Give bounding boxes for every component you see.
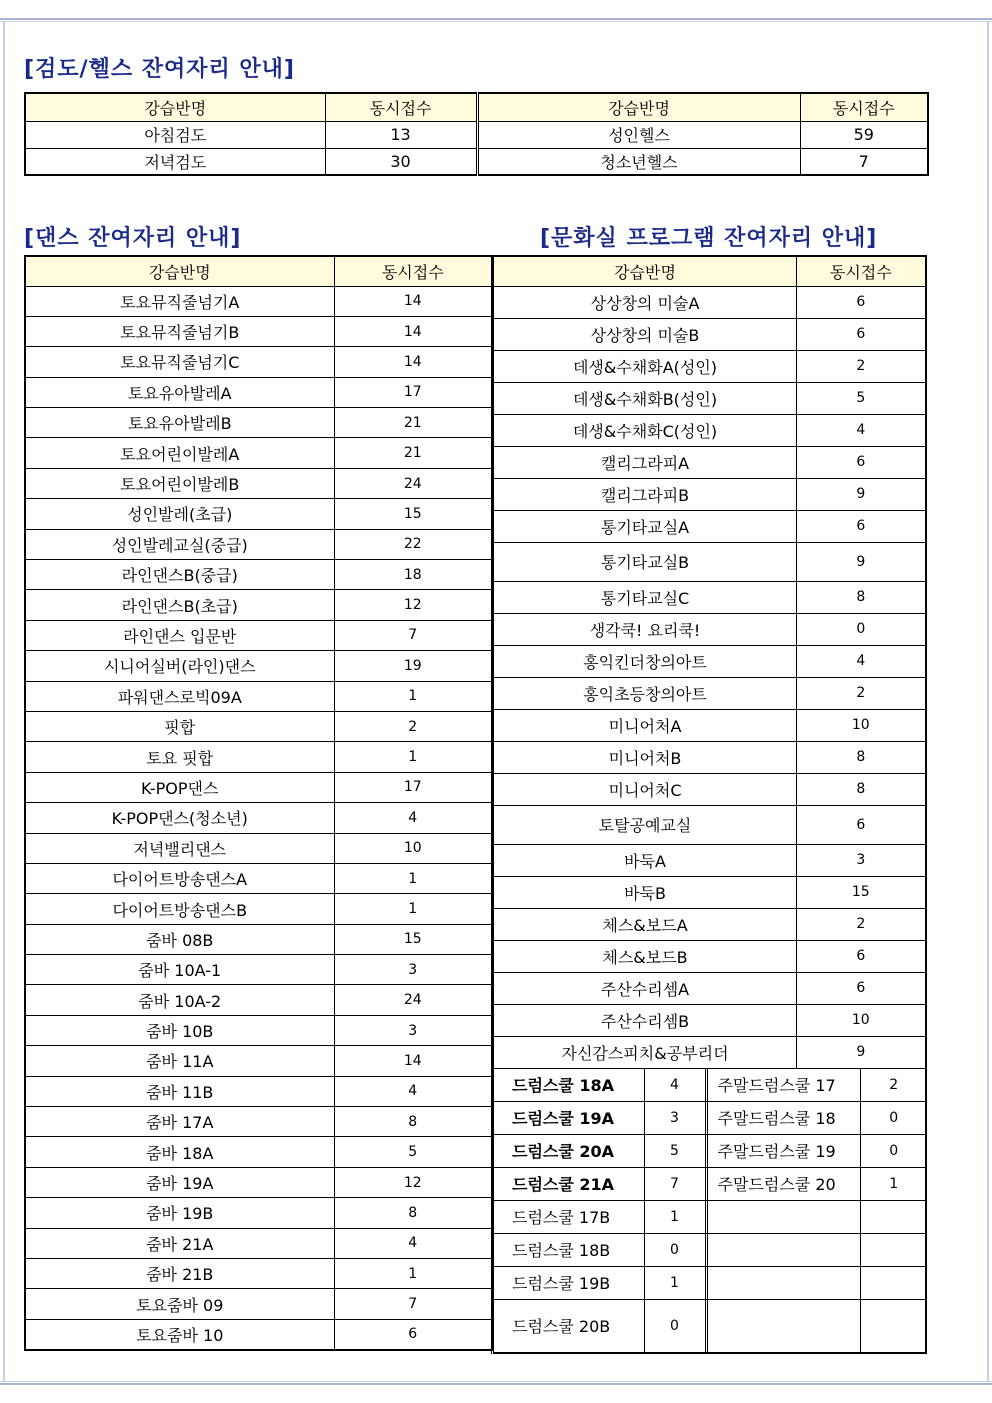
weekend-drum-seat-count: [860, 1201, 926, 1233]
seat-count: 6: [797, 286, 926, 318]
class-name: 통기타교실A: [493, 510, 797, 542]
table-header-row: [25, 256, 492, 286]
class-name: 토요뮤직줄넘기B: [25, 316, 334, 346]
seat-count: 10: [334, 833, 492, 863]
culture-table: [491, 255, 927, 1354]
header-class-name: 강습반명: [25, 93, 325, 121]
seat-count: 6: [797, 510, 926, 542]
seat-count: 17: [334, 772, 492, 802]
seat-count: 6: [797, 805, 926, 844]
seat-count: 22: [334, 529, 492, 559]
table-row: [25, 148, 928, 175]
drum-row-cell: [493, 1167, 926, 1200]
table-row: [493, 645, 926, 677]
class-name: 토요어린이발레B: [25, 468, 334, 498]
table-row: [25, 772, 492, 802]
drum-row-cell: [493, 1266, 926, 1299]
seat-count: 18: [334, 560, 492, 590]
table-row: [493, 844, 926, 876]
weekend-drum-class-name: 주말드럼스쿨 18: [706, 1102, 860, 1134]
table-row: [25, 1319, 492, 1349]
table-row: [25, 711, 492, 741]
seat-count: 1: [334, 894, 492, 924]
table-row: [25, 438, 492, 468]
seat-count: 19: [334, 651, 492, 681]
weekend-drum-class-name: 주말드럼스쿨 20: [706, 1168, 860, 1200]
drum-seat-count: 4: [644, 1069, 706, 1101]
drum-inner-row: [494, 1267, 926, 1299]
table-row: [25, 833, 492, 863]
drum-inner-table: [494, 1102, 926, 1134]
seat-count: 24: [334, 985, 492, 1015]
drum-seat-count: 1: [644, 1267, 706, 1299]
drum-inner-table: [494, 1168, 926, 1200]
weekend-drum-class-name: [706, 1234, 860, 1266]
drum-class-name: 드럼스쿨 17B: [494, 1201, 644, 1233]
class-name: 미니어처B: [493, 741, 797, 773]
seat-count: 8: [797, 773, 926, 805]
drum-row: [493, 1299, 926, 1353]
class-name: 토탈공예교실: [493, 805, 797, 844]
seat-count: 17: [334, 377, 492, 407]
class-name: 홍익초등창의아트: [493, 677, 797, 709]
seat-count: 9: [797, 1036, 926, 1068]
kendo-health-title: [검도/헬스 잔여자리 안내]: [24, 57, 295, 82]
class-name: 라인댄스B(중급): [25, 560, 334, 590]
table-row: [493, 773, 926, 805]
drum-seat-count: 0: [644, 1300, 706, 1352]
seat-count: 12: [334, 590, 492, 620]
seat-count: 2: [797, 677, 926, 709]
seat-count: 14: [334, 316, 492, 346]
drum-class-name: 드럼스쿨 21A: [494, 1168, 644, 1200]
class-name: 바둑B: [493, 876, 797, 908]
table-header-row: [25, 93, 928, 121]
seat-count: 14: [334, 1046, 492, 1076]
table-header-row: [493, 256, 926, 286]
class-name: 줌바 17A: [25, 1107, 334, 1137]
seat-count: 7: [334, 620, 492, 650]
drum-row-cell: [493, 1200, 926, 1233]
table-row: [25, 924, 492, 954]
page-border-bottom: [0, 1381, 992, 1385]
seat-count: 4: [334, 803, 492, 833]
table-row: [493, 613, 926, 645]
class-name: 줌바 18A: [25, 1137, 334, 1167]
seat-count: 2: [334, 711, 492, 741]
class-name: 토요유아발레B: [25, 408, 334, 438]
table-row: [493, 510, 926, 542]
drum-seat-count: 7: [644, 1168, 706, 1200]
table-row: [25, 499, 492, 529]
seat-count: 6: [797, 318, 926, 350]
header-class-name: 강습반명: [25, 256, 334, 286]
class-name: 줌바 08B: [25, 924, 334, 954]
class-name: 아침검도: [25, 121, 325, 148]
table-row: [493, 581, 926, 613]
class-name: 토요줌바 09: [25, 1289, 334, 1319]
seat-count: 3: [797, 844, 926, 876]
class-name: 토요유아발레A: [25, 377, 334, 407]
kendo-health-table: [24, 92, 929, 176]
table-row: [25, 955, 492, 985]
class-name: 줌바 21B: [25, 1259, 334, 1289]
class-name: 핏합: [25, 711, 334, 741]
table-row: [493, 972, 926, 1004]
table-row: [493, 709, 926, 741]
seat-count: 13: [325, 121, 477, 148]
weekend-drum-seat-count: [860, 1300, 926, 1352]
seat-count: 6: [797, 972, 926, 1004]
seat-count: 6: [334, 1319, 492, 1349]
class-name: 성인발레교실(중급): [25, 529, 334, 559]
table-row: [493, 350, 926, 382]
class-name: 성인발레(초급): [25, 499, 334, 529]
weekend-drum-class-name: 주말드럼스쿨 19: [706, 1135, 860, 1167]
class-name: 미니어처C: [493, 773, 797, 805]
class-name: 줌바 10A-2: [25, 985, 334, 1015]
drum-class-name: 드럼스쿨 20A: [494, 1135, 644, 1167]
class-name: 주산수리셈A: [493, 972, 797, 1004]
weekend-drum-seat-count: [860, 1234, 926, 1266]
table-row: [25, 803, 492, 833]
drum-seat-count: 3: [644, 1102, 706, 1134]
table-row: [493, 677, 926, 709]
class-name: 통기타교실C: [493, 581, 797, 613]
seat-count: 12: [334, 1167, 492, 1197]
table-row: [25, 1228, 492, 1258]
drum-inner-table: [494, 1201, 926, 1233]
table-row: [493, 741, 926, 773]
drum-inner-row: [494, 1168, 926, 1200]
drum-inner-table: [494, 1069, 926, 1101]
seat-count: 1: [334, 681, 492, 711]
seat-count: 8: [797, 581, 926, 613]
weekend-drum-class-name: 주말드럼스쿨 17: [706, 1069, 860, 1101]
class-name: 청소년헬스: [477, 148, 800, 175]
drum-class-name: 드럼스쿨 20B: [494, 1300, 644, 1352]
table-row: [25, 1046, 492, 1076]
table-row: [493, 478, 926, 510]
drum-row: [493, 1233, 926, 1266]
drum-row: [493, 1200, 926, 1233]
header-count: 동시접수: [334, 256, 492, 286]
seat-count: 30: [325, 148, 477, 175]
class-name: 홍익킨더창의아트: [493, 645, 797, 677]
table-row: [25, 681, 492, 711]
class-name: 줌바 19B: [25, 1198, 334, 1228]
drum-class-name: 드럼스쿨 18B: [494, 1234, 644, 1266]
class-name: 다이어트방송댄스B: [25, 894, 334, 924]
seat-count: 14: [334, 286, 492, 316]
class-name: 데생&수채화A(성인): [493, 350, 797, 382]
class-name: 바둑A: [493, 844, 797, 876]
drum-inner-row: [494, 1201, 926, 1233]
class-name: 줌바 10A-1: [25, 955, 334, 985]
class-name: 줌바 19A: [25, 1167, 334, 1197]
weekend-drum-class-name: [706, 1300, 860, 1352]
class-name: 성인헬스: [477, 121, 800, 148]
table-row: [493, 1036, 926, 1068]
seat-count: 9: [797, 478, 926, 510]
weekend-drum-class-name: [706, 1267, 860, 1299]
table-row: [25, 620, 492, 650]
table-row: [25, 1289, 492, 1319]
seat-count: 7: [334, 1289, 492, 1319]
drum-row-cell: [493, 1233, 926, 1266]
page-border-left: [3, 22, 5, 1381]
seat-count: 21: [334, 438, 492, 468]
seat-count: 3: [334, 955, 492, 985]
seat-count: 15: [334, 499, 492, 529]
seat-count: 3: [334, 1015, 492, 1045]
seat-count: 24: [334, 468, 492, 498]
seat-count: 15: [797, 876, 926, 908]
drum-row: [493, 1266, 926, 1299]
seat-count: 8: [334, 1107, 492, 1137]
table-row: [25, 316, 492, 346]
seat-count: 21: [334, 408, 492, 438]
class-name: 데생&수채화C(성인): [493, 414, 797, 446]
table-row: [493, 542, 926, 581]
class-name: K-POP댄스: [25, 772, 334, 802]
dance-table: [24, 255, 493, 1351]
table-row: [25, 286, 492, 316]
drum-class-name: 드럼스쿨 19A: [494, 1102, 644, 1134]
drum-row-cell: [493, 1101, 926, 1134]
drum-inner-row: [494, 1300, 926, 1352]
seat-count: 2: [797, 908, 926, 940]
weekend-drum-seat-count: 2: [889, 1076, 899, 1093]
class-name: 체스&보드A: [493, 908, 797, 940]
drum-inner-row: [494, 1069, 926, 1101]
drum-inner-table: [494, 1234, 926, 1266]
class-name: 자신감스피치&공부리더: [493, 1036, 797, 1068]
seat-count: 6: [797, 940, 926, 972]
table-row: [25, 529, 492, 559]
table-row: [25, 121, 928, 148]
seat-count: 1: [334, 1259, 492, 1289]
table-row: [493, 805, 926, 844]
table-row: [25, 894, 492, 924]
dance-title: [댄스 잔여자리 안내]: [24, 226, 242, 251]
drum-inner-table: [494, 1267, 926, 1299]
page-border-right: [987, 22, 989, 1381]
seat-count: 8: [334, 1198, 492, 1228]
weekend-drum-seat-count: [860, 1267, 926, 1299]
table-row: [25, 1137, 492, 1167]
seat-count: 1: [334, 863, 492, 893]
class-name: 저녁검도: [25, 148, 325, 175]
weekend-drum-seat-count: 0: [889, 1142, 899, 1159]
class-name: 체스&보드B: [493, 940, 797, 972]
header-count: 동시접수: [325, 93, 477, 121]
table-row: [25, 408, 492, 438]
drum-row: [493, 1167, 926, 1200]
class-name: 시니어실버(라인)댄스: [25, 651, 334, 681]
seat-count: 4: [797, 414, 926, 446]
table-row: [25, 1107, 492, 1137]
drum-inner-table: [494, 1300, 926, 1352]
header-class-name: 강습반명: [493, 256, 797, 286]
table-row: [493, 286, 926, 318]
header-class-name: 강습반명: [477, 93, 800, 121]
table-row: [493, 318, 926, 350]
weekend-drum-seat-count: 1: [889, 1175, 899, 1192]
class-name: 줌바 11A: [25, 1046, 334, 1076]
class-name: 파워댄스로빅09A: [25, 681, 334, 711]
table-row: [25, 651, 492, 681]
table-row: [25, 1259, 492, 1289]
class-name: K-POP댄스(청소년): [25, 803, 334, 833]
table-row: [493, 414, 926, 446]
table-row: [25, 590, 492, 620]
seat-count: 5: [797, 382, 926, 414]
class-name: 줌바 21A: [25, 1228, 334, 1258]
drum-row-cell: [493, 1299, 926, 1353]
class-name: 토요어린이발레A: [25, 438, 334, 468]
class-name: 생각쿡! 요리쿡!: [493, 613, 797, 645]
drum-row: [493, 1068, 926, 1101]
class-name: 미니어처A: [493, 709, 797, 741]
class-name: 다이어트방송댄스A: [25, 863, 334, 893]
page-border-top: [0, 18, 992, 22]
seat-count: 10: [797, 709, 926, 741]
culture-title: [문화실 프로그램 잔여자리 안내]: [540, 226, 878, 251]
table-row: [493, 1004, 926, 1036]
weekend-drum-seat-count: 0: [889, 1109, 899, 1126]
header-count: 동시접수: [797, 256, 926, 286]
table-row: [25, 1076, 492, 1106]
seat-count: 6: [797, 446, 926, 478]
table-row: [25, 468, 492, 498]
seat-count: 9: [797, 542, 926, 581]
class-name: 데생&수채화B(성인): [493, 382, 797, 414]
class-name: 라인댄스B(초급): [25, 590, 334, 620]
seat-count: 7: [800, 148, 928, 175]
seat-count: 59: [800, 121, 928, 148]
seat-count: 4: [797, 645, 926, 677]
seat-count: 4: [334, 1076, 492, 1106]
table-row: [25, 377, 492, 407]
class-name: 상상창의 미술B: [493, 318, 797, 350]
seat-count: 0: [797, 613, 926, 645]
drum-inner-table: [494, 1135, 926, 1167]
table-row: [25, 1167, 492, 1197]
drum-inner-row: [494, 1135, 926, 1167]
seat-count: 4: [334, 1228, 492, 1258]
table-row: [25, 560, 492, 590]
seat-count: 5: [334, 1137, 492, 1167]
drum-row-cell: [493, 1134, 926, 1167]
table-row: [25, 1015, 492, 1045]
drum-seat-count: 0: [644, 1234, 706, 1266]
class-name: 토요뮤직줄넘기A: [25, 286, 334, 316]
class-name: 줌바 11B: [25, 1076, 334, 1106]
seat-count: 2: [797, 350, 926, 382]
seat-count: 15: [334, 924, 492, 954]
class-name: 토요뮤직줄넘기C: [25, 347, 334, 377]
drum-class-name: 드럼스쿨 19B: [494, 1267, 644, 1299]
class-name: 줌바 10B: [25, 1015, 334, 1045]
table-row: [493, 908, 926, 940]
table-row: [25, 347, 492, 377]
drum-row: [493, 1101, 926, 1134]
drum-row: [493, 1134, 926, 1167]
class-name: 캘리그라피A: [493, 446, 797, 478]
table-row: [25, 863, 492, 893]
weekend-drum-class-name: [706, 1201, 860, 1233]
header-count: 동시접수: [800, 93, 928, 121]
table-row: [493, 876, 926, 908]
class-name: 저녁밸리댄스: [25, 833, 334, 863]
drum-seat-count: 1: [644, 1201, 706, 1233]
table-row: [25, 742, 492, 772]
drum-row-cell: [493, 1068, 926, 1101]
table-row: [493, 382, 926, 414]
class-name: 주산수리셈B: [493, 1004, 797, 1036]
table-row: [25, 1198, 492, 1228]
class-name: 토요 핏합: [25, 742, 334, 772]
seat-count: 10: [797, 1004, 926, 1036]
drum-inner-row: [494, 1234, 926, 1266]
class-name: 라인댄스 입문반: [25, 620, 334, 650]
seat-count: 14: [334, 347, 492, 377]
seat-count: 8: [797, 741, 926, 773]
drum-seat-count: 5: [644, 1135, 706, 1167]
drum-inner-row: [494, 1102, 926, 1134]
seat-count: 1: [334, 742, 492, 772]
class-name: 통기타교실B: [493, 542, 797, 581]
class-name: 캘리그라피B: [493, 478, 797, 510]
class-name: 토요줌바 10: [25, 1319, 334, 1349]
table-row: [493, 940, 926, 972]
drum-class-name: 드럼스쿨 18A: [494, 1069, 644, 1101]
table-row: [493, 446, 926, 478]
table-row: [25, 985, 492, 1015]
class-name: 상상창의 미술A: [493, 286, 797, 318]
